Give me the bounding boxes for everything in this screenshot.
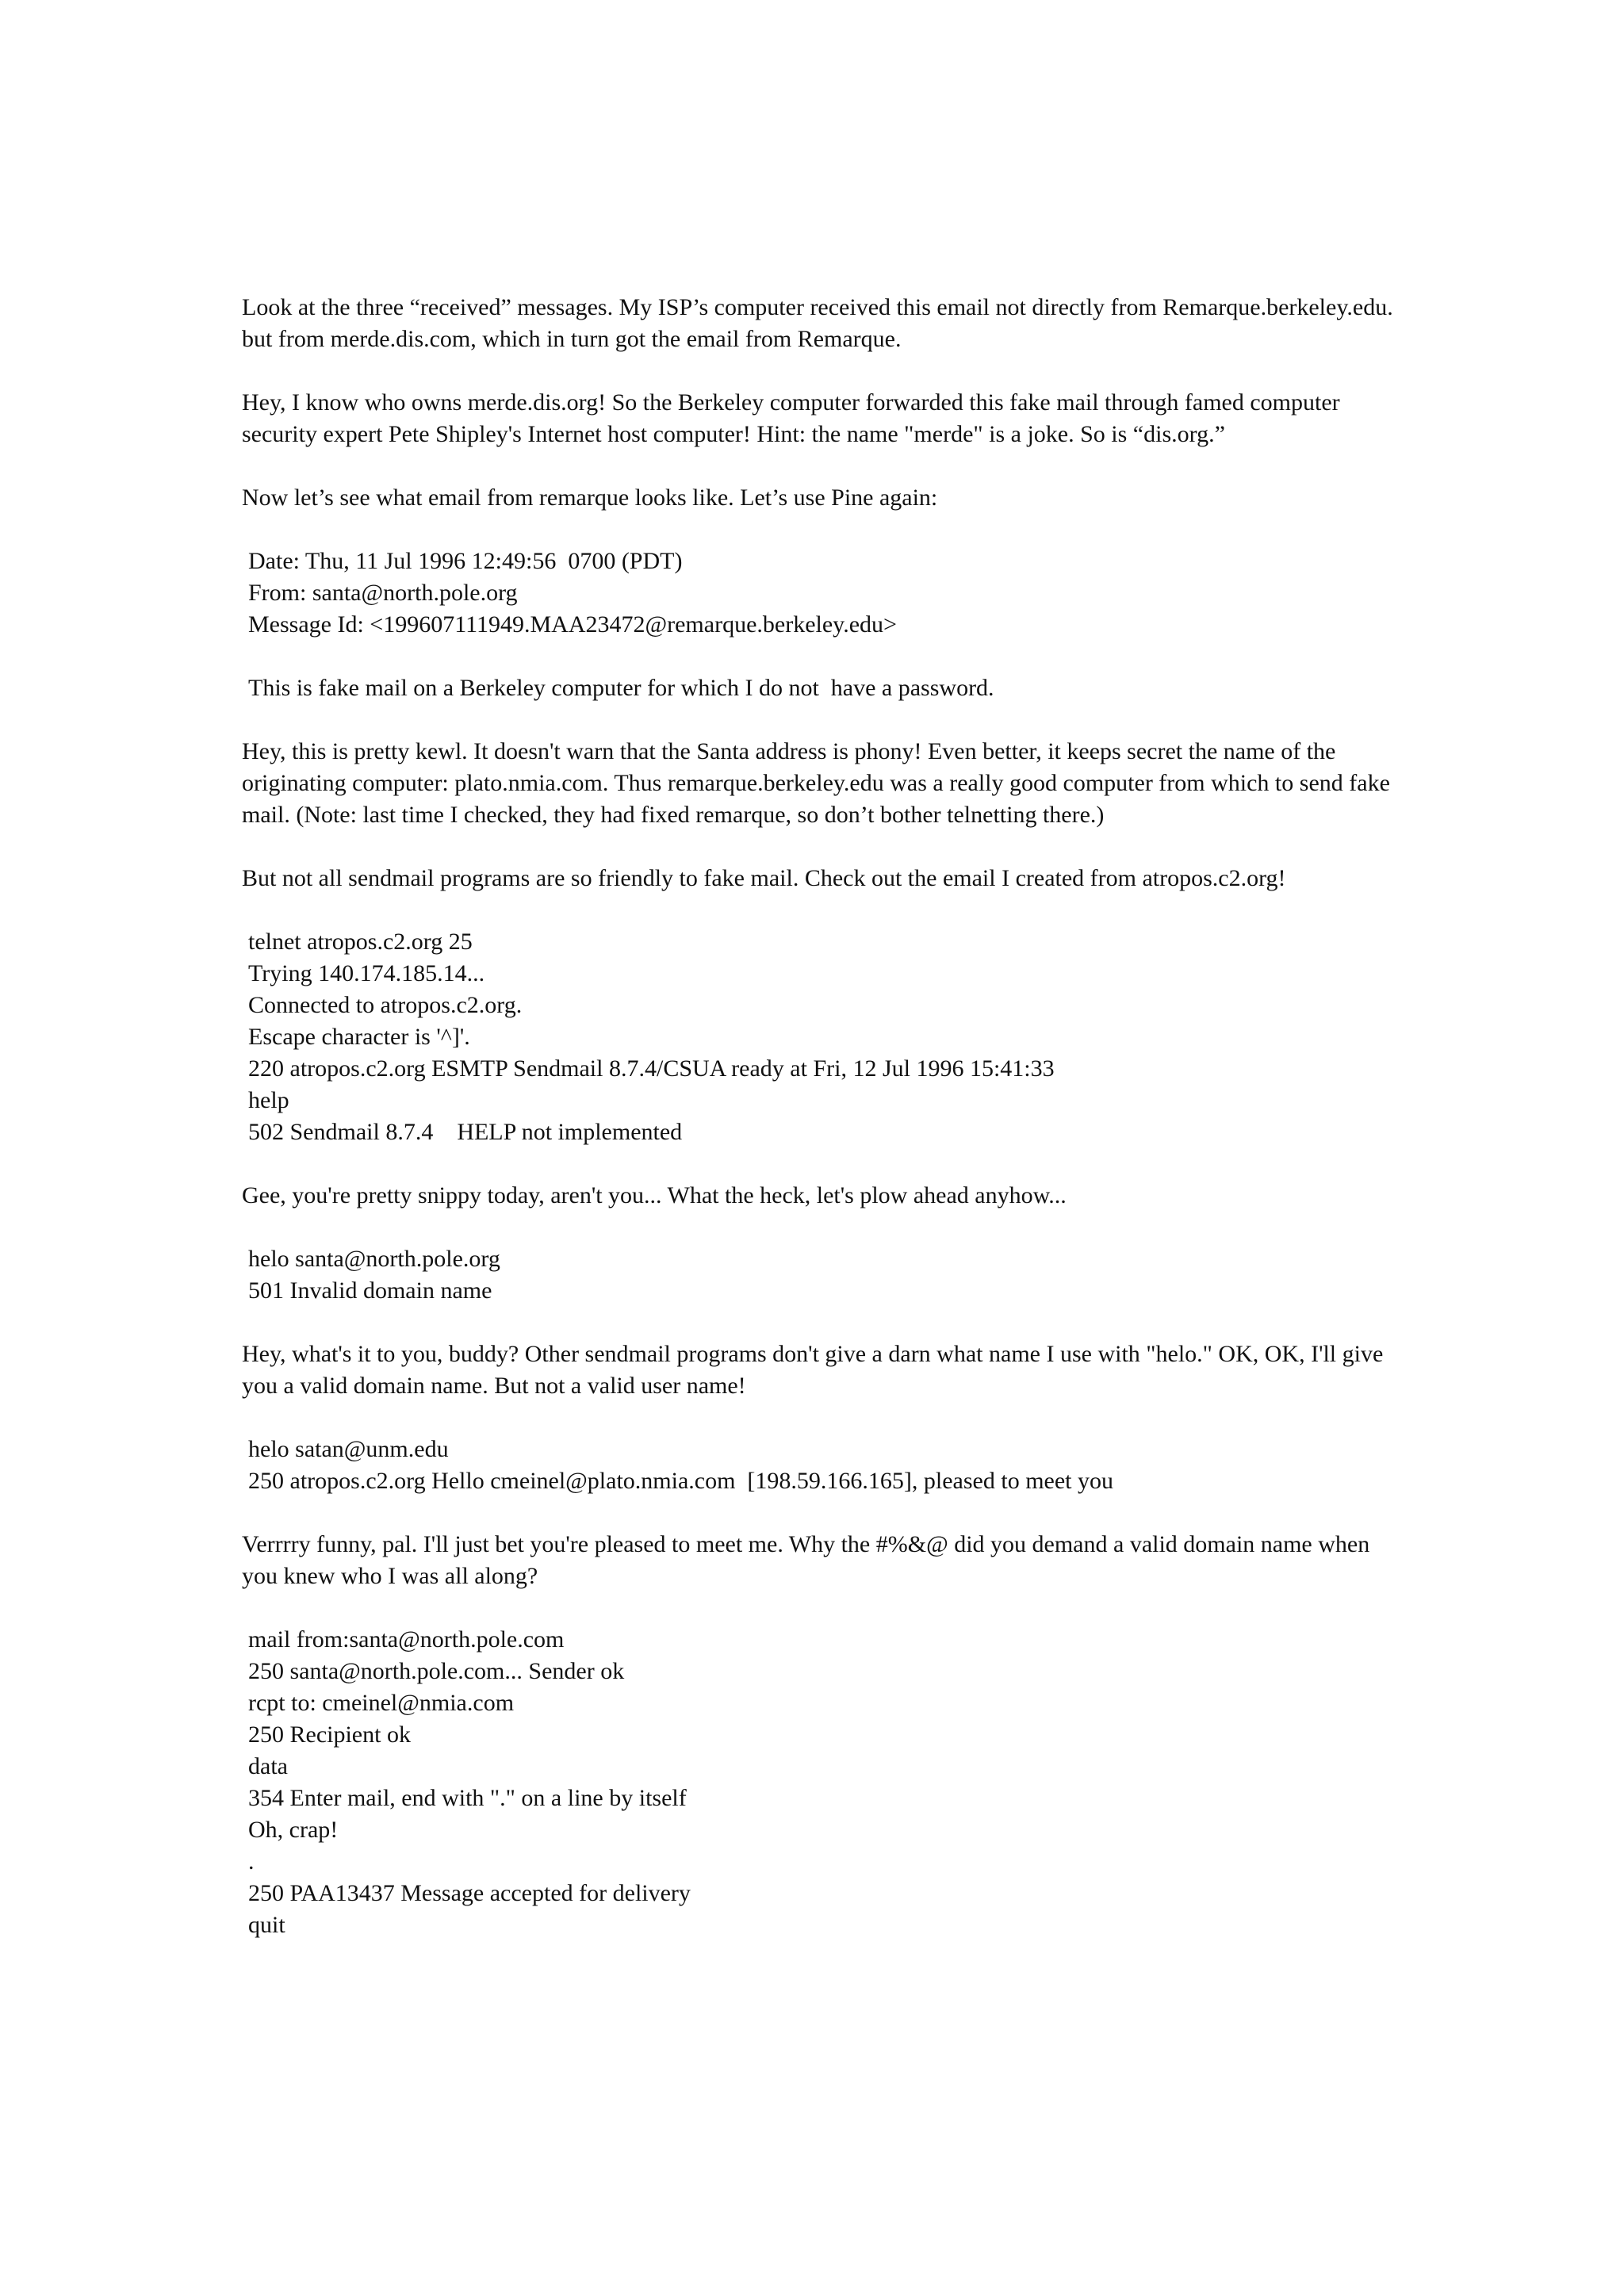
session-line: helo satan@unm.edu (248, 1436, 449, 1462)
session-line: mail from:santa@north.pole.com (248, 1626, 565, 1653)
paragraph-verrrry-funny: Verrrry funny, pal. I'll just bet you're pleased to meet me. Why the #%&@ did you demand a valid domain name when you knew who I was all along? (242, 1531, 1370, 1589)
session-line: 250 santa@north.pole.com... Sender ok (248, 1658, 625, 1684)
telnet-session-connect (242, 926, 1408, 1148)
pine-email-body (242, 672, 1408, 704)
paragraph-buddy: Hey, what's it to you, buddy? Other sendmail programs don't give a darn what name I use with "helo." OK, OK, I'll give you a valid domain name. But not a valid user name! (242, 1341, 1384, 1399)
paragraph-merde-dis-org: Hey, I know who owns merde.dis.org! So the Berkeley computer forwarded this fake mail through famed computer security expert Pete Shipley's Internet host computer! Hint: the name "merde" is a joke. So is “dis.org.” (242, 389, 1340, 447)
session-line: 501 Invalid domain name (248, 1277, 492, 1304)
telnet-session-mail (242, 1624, 1408, 1941)
session-line: helo santa@north.pole.org (248, 1246, 500, 1272)
email-body-line: This is fake mail on a Berkeley computer for which I do not have a password. (248, 675, 994, 701)
session-line: . (248, 1848, 255, 1875)
header-from: From: santa@north.pole.org (248, 580, 518, 606)
session-line: Oh, crap! (248, 1817, 339, 1843)
session-line: rcpt to: cmeinel@nmia.com (248, 1690, 515, 1716)
session-line: Escape character is '^]'. (248, 1024, 470, 1050)
session-line: Connected to atropos.c2.org. (248, 992, 523, 1018)
session-line: data (248, 1753, 288, 1779)
pine-email-headers (242, 546, 1408, 641)
header-message-id: Message Id: <199607111949.MAA23472@remarque.berkeley.edu> (248, 611, 897, 638)
session-line: 250 atropos.c2.org Hello cmeinel@plato.nmia.com [198.59.166.165], pleased to meet you (248, 1468, 1114, 1494)
session-line: 220 atropos.c2.org ESMTP Sendmail 8.7.4/CSUA ready at Fri, 12 Jul 1996 15:41:33 (248, 1055, 1055, 1082)
session-line: telnet atropos.c2.org 25 (248, 929, 473, 955)
session-line: help (248, 1087, 289, 1113)
paragraph-pretty-kewl: Hey, this is pretty kewl. It doesn't warn that the Santa address is phony! Even better, it keeps secret the name of the originating computer: plato.nmia.com. Thus remarque.berkeley.edu was a really good computer from which to send fake mail. (Note: last time I checked, they had fixed remarque, so don’t bother telnetting there.) (242, 738, 1390, 828)
paragraph-pine-intro: Now let’s see what email from remarque looks like. Let’s use Pine again: (242, 484, 938, 511)
paragraph-snippy: Gee, you're pretty snippy today, aren't you... What the heck, let's plow ahead anyhow... (242, 1182, 1067, 1208)
session-line: 250 PAA13437 Message accepted for delivery (248, 1880, 691, 1906)
session-line: 250 Recipient ok (248, 1721, 411, 1748)
telnet-session-helo-satan (242, 1434, 1408, 1497)
paragraph-received-messages: Look at the three “received” messages. My ISP’s computer received this email not directly from Remarque.berkeley.edu. but from merde.dis.com, which in turn got the email from Remarque. (242, 294, 1393, 352)
paragraph-not-all-sendmail: But not all sendmail programs are so friendly to fake mail. Check out the email I created from atropos.c2.org! (242, 865, 1286, 891)
document-body (242, 292, 1408, 1941)
session-line: quit (248, 1912, 285, 1938)
session-line: 502 Sendmail 8.7.4 HELP not implemented (248, 1119, 683, 1145)
session-line: Trying 140.174.185.14... (248, 960, 485, 986)
session-line: 354 Enter mail, end with "." on a line by itself (248, 1785, 687, 1811)
telnet-session-helo-santa (242, 1243, 1408, 1307)
header-date: Date: Thu, 11 Jul 1996 12:49:56 0700 (PDT) (248, 548, 683, 574)
